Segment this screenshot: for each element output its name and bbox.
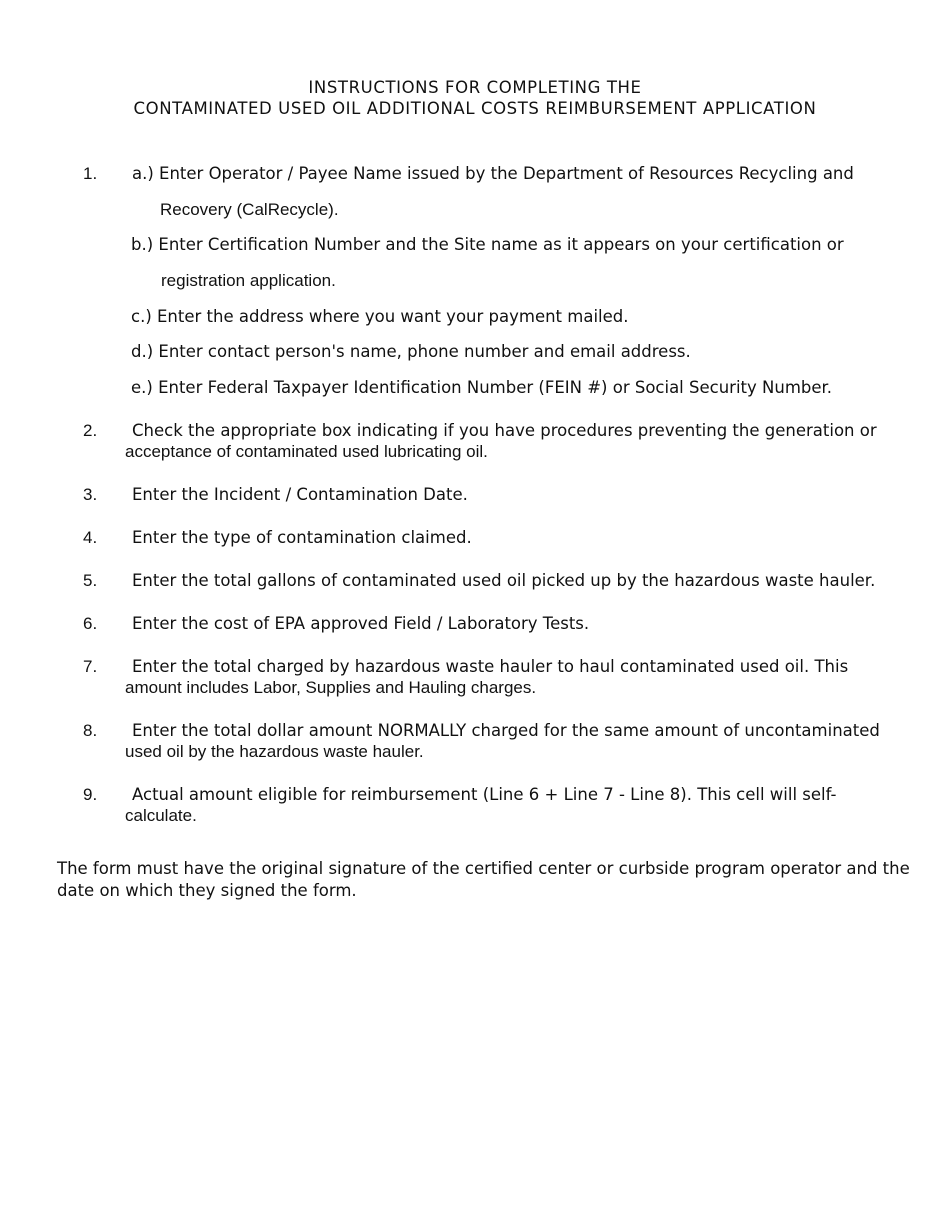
item-3-text: Enter the Incident / Contamination Date. bbox=[132, 485, 468, 504]
item-8-line-2: used oil by the hazardous waste hauler. bbox=[125, 742, 424, 761]
item-1d: d.) Enter contact person's name, phone number and email address. bbox=[131, 342, 691, 361]
item-1e: e.) Enter Federal Taxpayer Identification Number (FEIN #) or Social Security Number. bbox=[131, 378, 833, 397]
signature-note: The form must have the original signature of the certified center or curbside program operator and the date on which they signed the form. bbox=[57, 859, 910, 900]
item-1a-line-2: Recovery (CalRecycle). bbox=[160, 200, 339, 219]
title-line-1: INSTRUCTIONS FOR COMPLETING THE bbox=[308, 78, 642, 97]
item-4-text: Enter the type of contamination claimed. bbox=[132, 528, 472, 547]
item-number-2: 2. bbox=[83, 421, 98, 440]
item-number-4: 4. bbox=[83, 528, 98, 547]
title-line-2: CONTAMINATED USED OIL ADDITIONAL COSTS REIMBURSEMENT APPLICATION bbox=[133, 99, 817, 118]
item-number-8: 8. bbox=[83, 721, 98, 740]
item-number-1: 1. bbox=[83, 164, 98, 183]
item-1c: c.) Enter the address where you want your payment mailed. bbox=[131, 307, 629, 326]
item-number-6: 6. bbox=[83, 614, 98, 633]
item-number-5: 5. bbox=[83, 571, 98, 590]
item-1b-line-1: b.) Enter Certification Number and the Site name as it appears on your certification or bbox=[131, 235, 844, 254]
item-number-3: 3. bbox=[83, 485, 98, 504]
item-7-line-2: amount includes Labor, Supplies and Hauling charges. bbox=[125, 678, 537, 697]
item-2-line-2: acceptance of contaminated used lubricating oil. bbox=[125, 442, 488, 461]
item-number-7: 7. bbox=[83, 657, 98, 676]
item-2-line-1: Check the appropriate box indicating if you have procedures preventing the generation or bbox=[132, 421, 877, 440]
item-6-text: Enter the cost of EPA approved Field / Laboratory Tests. bbox=[132, 614, 590, 633]
item-1a-line-1: a.) Enter Operator / Payee Name issued by the Department of Resources Recycling and bbox=[132, 164, 854, 183]
item-9-line-1: Actual amount eligible for reimbursement (Line 6 + Line 7 - Line 8). This cell will self- bbox=[132, 785, 837, 804]
item-7-line-1: Enter the total charged by hazardous waste hauler to haul contaminated used oil. This bbox=[132, 657, 849, 676]
item-9-line-2: calculate. bbox=[125, 806, 197, 825]
item-8-line-1: Enter the total dollar amount NORMALLY charged for the same amount of uncontaminated bbox=[132, 721, 880, 740]
item-1b-line-2: registration application. bbox=[161, 271, 336, 290]
item-5-text: Enter the total gallons of contaminated used oil picked up by the hazardous waste hauler. bbox=[132, 571, 876, 590]
item-number-9: 9. bbox=[83, 785, 98, 804]
